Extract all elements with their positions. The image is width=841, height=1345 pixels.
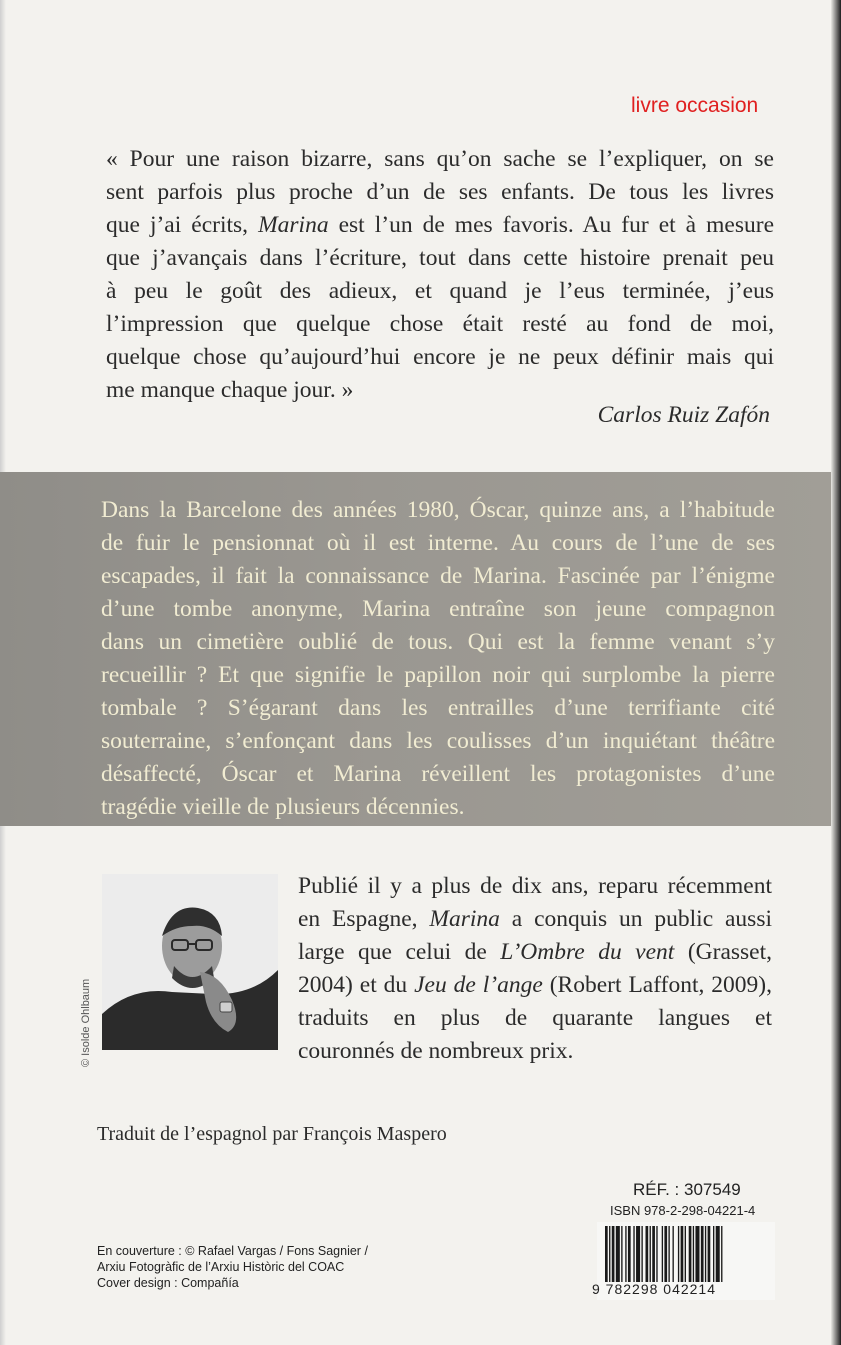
barcode-bar [633, 1226, 634, 1282]
barcode-bar [646, 1226, 649, 1282]
bio-line: couronnés de nombreux prix. [298, 1038, 574, 1064]
synopsis-line: d’une tombe anonyme, Marina entraîne son jeune compagnon [101, 596, 775, 622]
barcode-bar [689, 1226, 692, 1282]
barcode-bar [612, 1226, 615, 1282]
barcode-bar [652, 1226, 655, 1282]
synopsis-line: dans un cimetière oublié de tous. Qui est la femme venant s’y [101, 629, 775, 655]
barcode-bar [656, 1226, 657, 1282]
barcode-bar [664, 1226, 667, 1282]
author-photo [102, 874, 278, 1050]
synopsis-line: Dans la Barcelone des années 1980, Óscar, quinze ans, a l’habitude [101, 497, 775, 523]
barcode-bar [625, 1226, 626, 1282]
synopsis-text [101, 494, 775, 824]
barcode-bar [609, 1226, 610, 1282]
barcode-bar [693, 1226, 694, 1282]
barcode-bar [616, 1226, 620, 1282]
author-portrait-illustration [102, 874, 278, 1050]
barcode-bar [685, 1226, 686, 1282]
quote-line: que j’avançais dans l’écriture, tout dans cette histoire prenait peu [106, 245, 774, 271]
barcode-bar [636, 1226, 640, 1282]
quote-author: Carlos Ruiz Zafón [597, 402, 770, 428]
quote-line: l’impression que quelque chose était resté au fond de moi, [106, 311, 774, 337]
barcode-digits: 9 782298 042214 [592, 1281, 716, 1297]
synopsis-line: escapades, il fait la connaissance de Marina. Fascinée par l’énigme [101, 563, 775, 589]
synopsis-line: tragédie vieille de plusieurs décennies. [101, 794, 465, 820]
book-description [298, 870, 772, 1068]
synopsis-line: désaffecté, Óscar et Marina réveillent les protagonistes d’une [101, 761, 775, 787]
bio-line: Publié il y a plus de dix ans, reparu récemment [298, 873, 772, 899]
barcode-bar [708, 1226, 711, 1282]
cover-credit-line: Cover design : Compañía [97, 1276, 239, 1290]
cover-credit-line: Arxiu Fotogràfic de l’Arxiu Històric del COAC [97, 1260, 345, 1274]
quote-line: « Pour une raison bizarre, sans qu’on sache se l’expliquer, on se [106, 146, 774, 172]
quote-line: quelque chose qu’aujourd’hui encore je ne peux définir mais qui [106, 344, 774, 370]
quote-line: me manque chaque jour. » [106, 377, 354, 403]
barcode-bar [628, 1226, 631, 1282]
translator-credit: Traduit de l’espagnol par François Maspero [97, 1123, 447, 1145]
barcode-bar [621, 1226, 622, 1282]
barcode-bar [641, 1226, 642, 1282]
title-marina: Marina [258, 212, 329, 238]
barcode-bar [662, 1226, 663, 1282]
cover-credit-line: En couverture : © Rafael Vargas / Fons Sagnier / [97, 1244, 368, 1258]
barcode-bar [713, 1226, 714, 1282]
cover-credits [97, 1243, 368, 1291]
bio-line: large que celui de L’Ombre du vent (Grasset, [298, 939, 772, 965]
synopsis-line: souterraine, s’enfonçant dans les coulisses d’un inquiétant théâtre [101, 728, 775, 754]
quote-line: à peu le goût des adieux, et quand je l’eus terminée, j’eus [106, 278, 774, 304]
barcode-bar [701, 1226, 704, 1282]
isbn-number: ISBN 978-2-298-04221-4 [610, 1203, 756, 1218]
barcode-bar [650, 1226, 651, 1282]
barcode-bar [716, 1226, 720, 1282]
bio-line: 2004) et du Jeu de l’ange (Robert Laffont, 2009), [298, 972, 772, 998]
quote-line: sent parfois plus proche d’un de ses enfants. De tous les livres [106, 179, 774, 205]
synopsis-line: recueillir ? Et que signifie le papillon noir qui surplombe la pierre [101, 662, 775, 688]
barcode-bar [673, 1226, 674, 1282]
cover-right-edge [831, 0, 841, 1345]
bio-line: en Espagne, Marina a conquis un public aussi [298, 906, 772, 932]
reference-number: RÉF. : 307549 [633, 1180, 741, 1199]
barcode-bar [721, 1226, 722, 1282]
barcode-bar [668, 1226, 669, 1282]
used-book-label: livre occasion [631, 94, 759, 117]
quote-line: que j’ai écrits, Marina est l’un de mes favoris. Au fur et à mesure [106, 212, 774, 238]
author-quote [106, 143, 774, 407]
barcode-bar [605, 1226, 608, 1282]
synopsis-line: de fuir le pensionnat où il est interne. Au cours de l’une de ses [101, 530, 775, 556]
barcode-bar [695, 1226, 699, 1282]
synopsis-line: tombale ? S’égarant dans les entrailles d’une terrifiante cité [101, 695, 775, 721]
bio-line: traduits en plus de quarante langues et [298, 1005, 772, 1031]
photo-credit: © Isolde Ohlbaum [80, 978, 92, 1067]
barcode-bar [678, 1226, 679, 1282]
barcode-bar [681, 1226, 684, 1282]
barcode-bar [705, 1226, 706, 1282]
